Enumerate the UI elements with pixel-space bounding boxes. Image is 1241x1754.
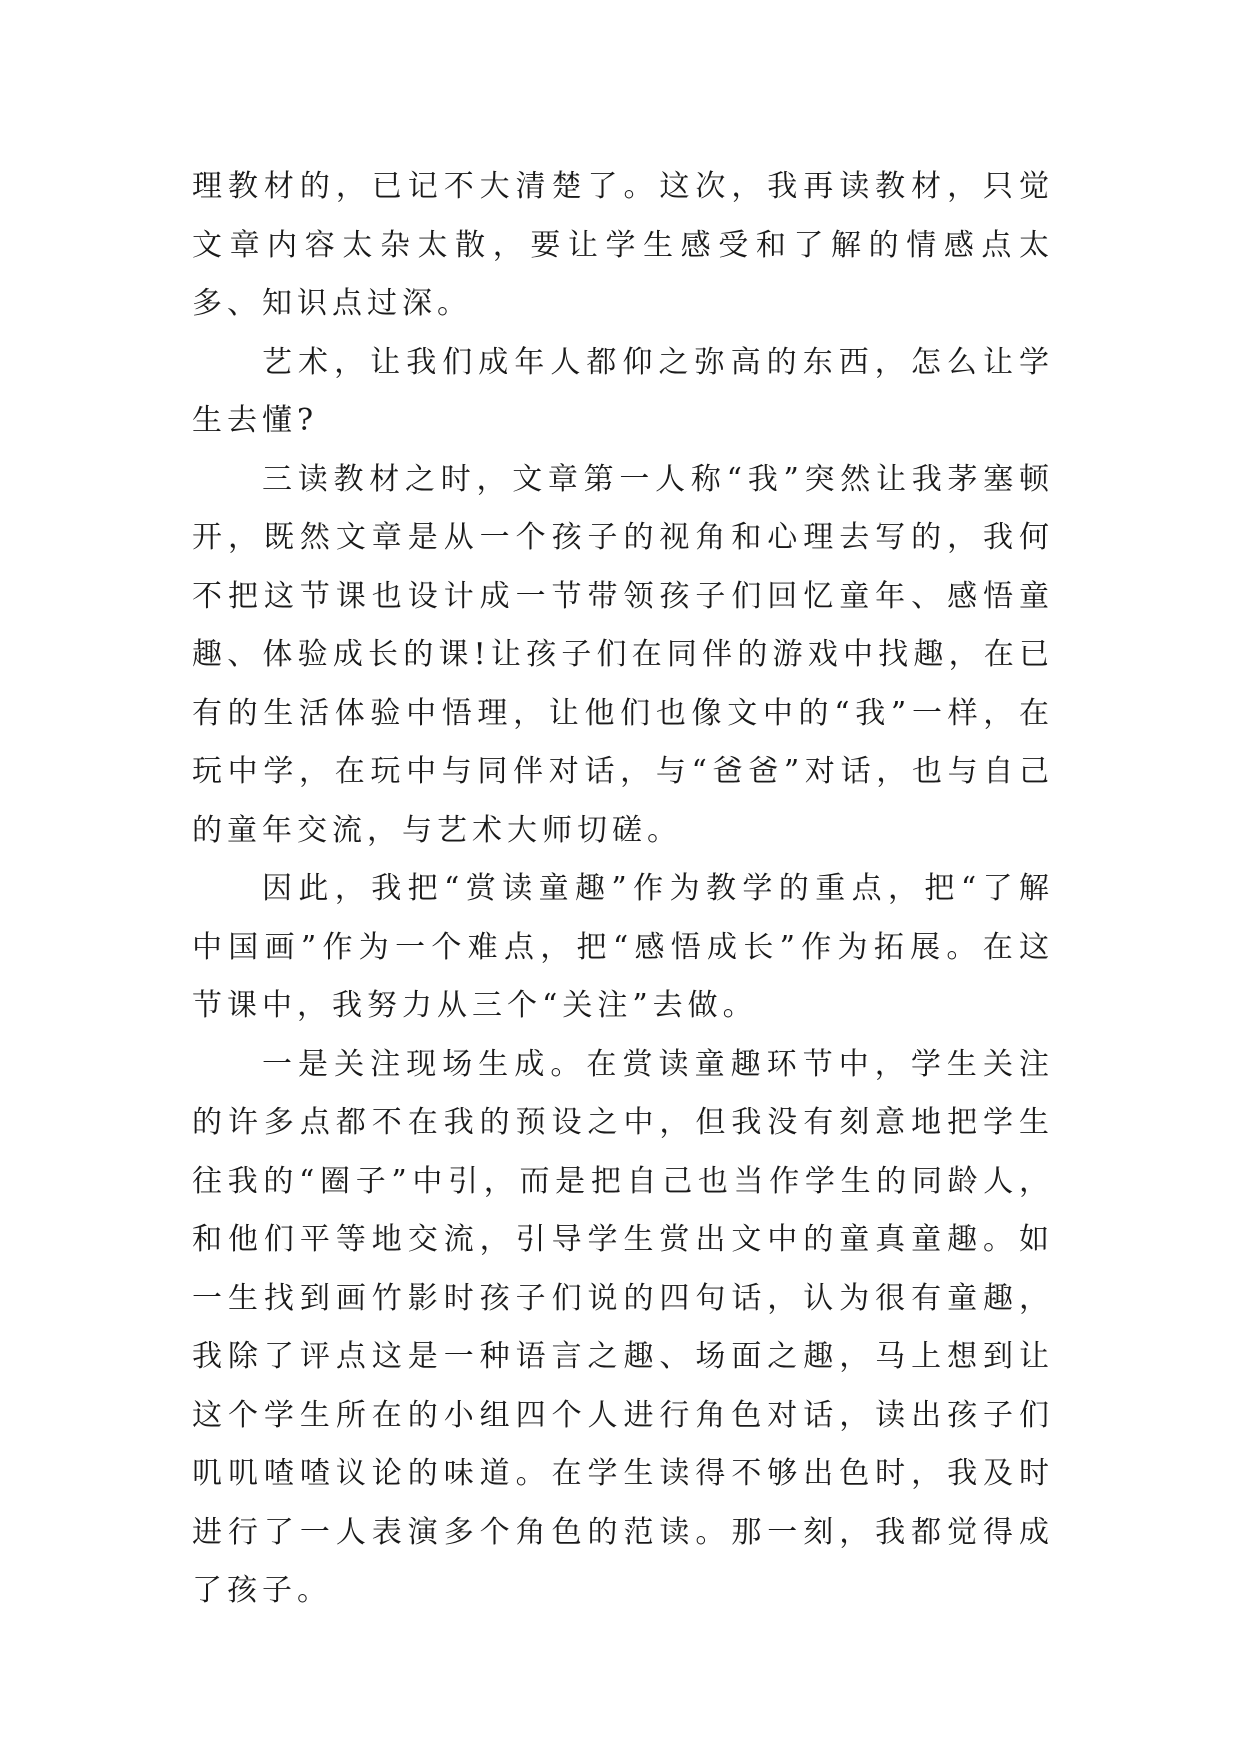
paragraph-3: 三读教材之时，文章第一人称“我”突然让我茅塞顿开，既然文章是从一个孩子的视角和心理去写的，我何不把这节课也设计成一节带领孩子们回忆童年、感悟童趣、体验成长的课!让孩子们在同伴的游戏中找趣，在已有的生活体验中悟理，让他们也像文中的“我”一样，在玩中学，在玩中与同伴对话，与“爸爸”对话，也与自己的童年交流，与艺术大师切磋。 [192, 461, 1054, 848]
paragraph-1: 理教材的，已记不大清楚了。这次，我再读教材，只觉文章内容太杂太散，要让学生感受和了解的情感点太多、知识点过深。 [192, 169, 1054, 321]
document-body [192, 158, 1054, 1621]
paragraph-5: 一是关注现场生成。在赏读童趣环节中，学生关注的许多点都不在我的预设之中，但我没有刻意地把学生往我的“圈子”中引，而是把自己也当作学生的同龄人，和他们平等地交流，引导学生赏出文中的童真童趣。如一生找到画竹影时孩子们说的四句话，认为很有童趣，我除了评点这是一种语言之趣、场面之趣，马上想到让这个学生所在的小组四个人进行角色对话，读出孩子们叽叽喳喳议论的味道。在学生读得不够出色时，我及时进行了一人表演多个角色的范读。那一刻，我都觉得成了孩子。 [192, 1046, 1054, 1608]
paragraph-4: 因此，我把“赏读童趣”作为教学的重点，把“了解中国画”作为一个难点，把“感悟成长”作为拓展。在这节课中，我努力从三个“关注”去做。 [192, 871, 1054, 1023]
paragraph-2: 艺术，让我们成年人都仰之弥高的东西，怎么让学生去懂? [192, 344, 1054, 438]
